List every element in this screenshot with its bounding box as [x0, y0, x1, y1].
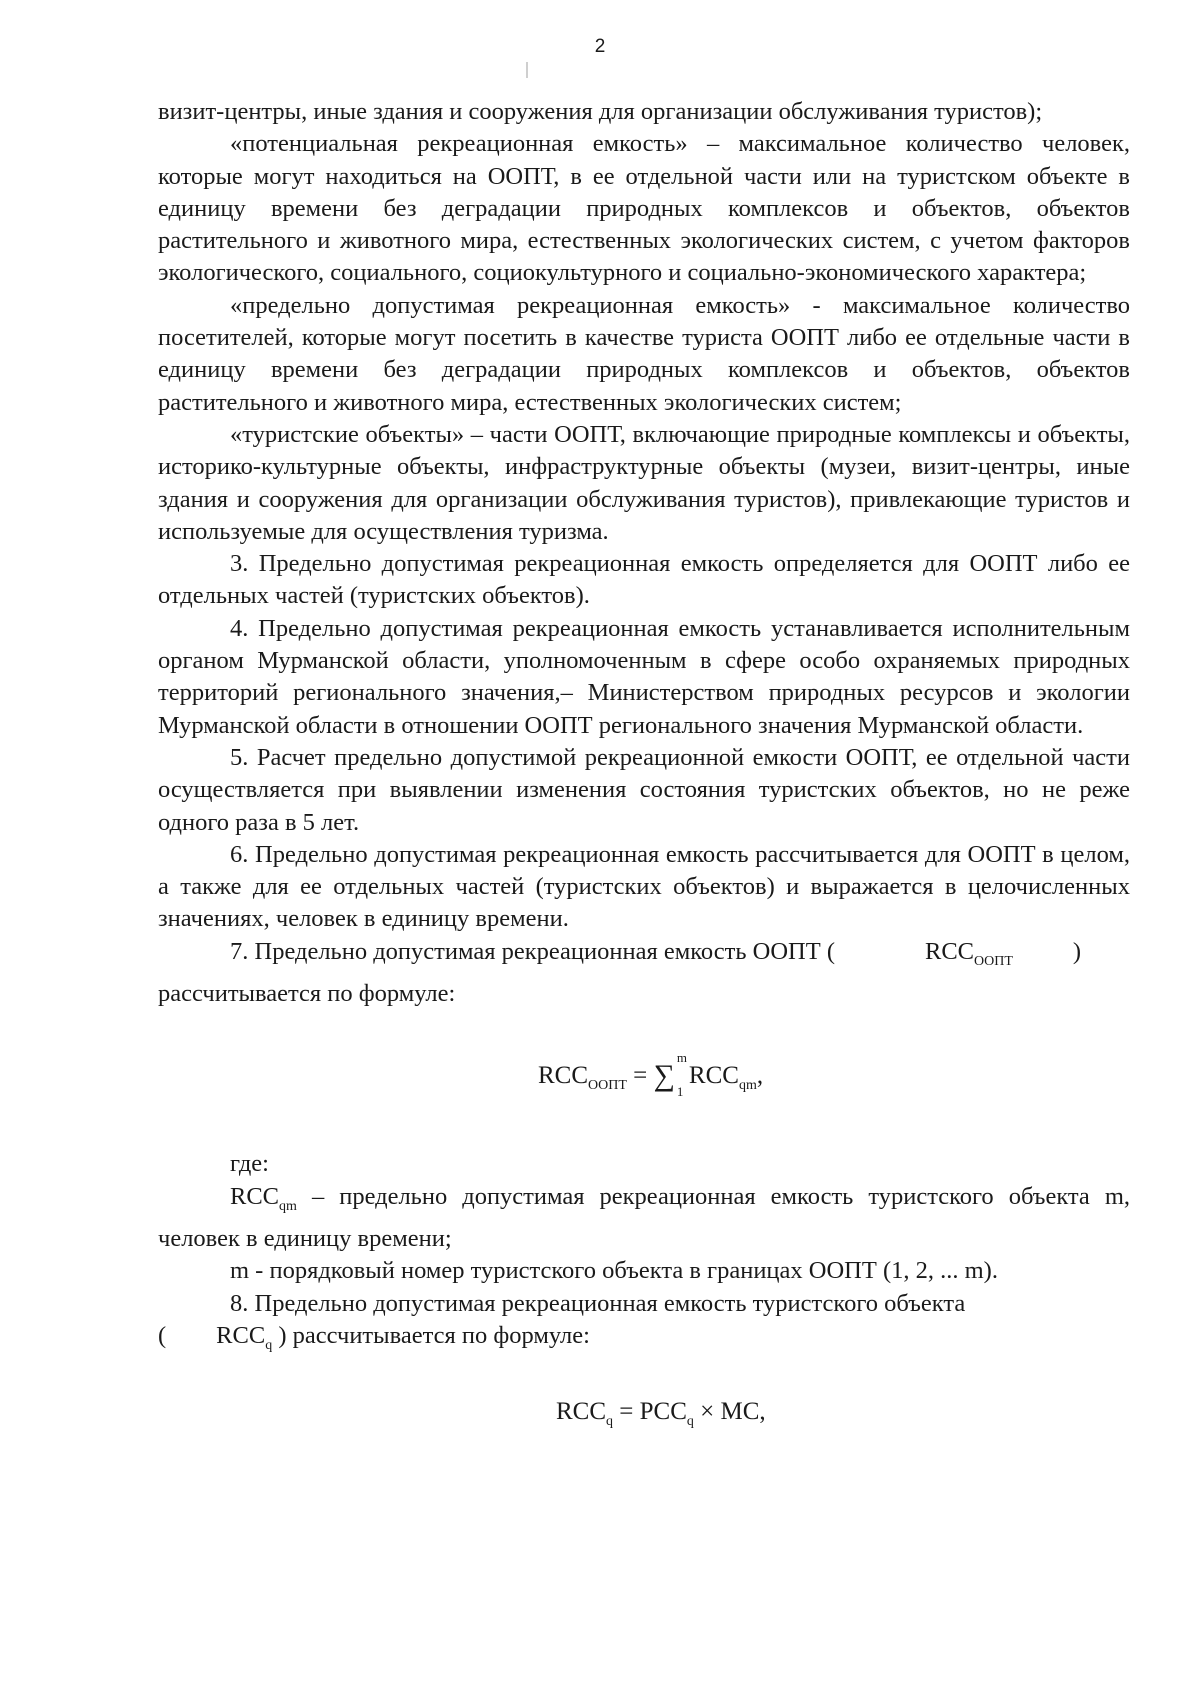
clause-6: 6. Предельно допустимая рекреационная емкость рассчитывается для ООПТ в целом, а также для ее отдельных частей (туристских объектов) и выражается в целочисленных значениях, человек в единицу времени. — [158, 840, 1130, 933]
paragraph-continuation: визит-центры, иные здания и сооружения для организации обслуживания туристов); — [158, 98, 1043, 125]
clause-7-close: ) — [1072, 937, 1082, 965]
clause-7-line2: рассчитывается по формуле: — [158, 980, 456, 1008]
definition-m: m - порядковый номер туристского объекта в границах ООПТ (1, 2, ... m). — [230, 1257, 998, 1285]
definition-tourist-objects: «туристские объекты» – части ООПТ, включающие природные комплексы и объекты, историко-культурные объекты, инфраструктурные объекты (музеи, визит-центры, иные здания и сооружения для организации обслуживания туристов), привлекающие туристов и используемые для осуществления туризма. — [158, 420, 1130, 545]
sum-limits: m 1 — [676, 1049, 688, 1099]
sum-symbol: ∑ — [653, 1059, 675, 1093]
clause-7-text: 7. Предельно допустимая рекреационная емкость ООПТ ( — [230, 937, 835, 965]
clause-8-line2: ( $RCC_q$ ) рассчитывается по формуле: — [158, 1321, 590, 1353]
where-label: где: — [230, 1150, 269, 1178]
definition-max-capacity: «предельно допустимая рекреационная емкость» - максимальное количество посетителей, которые могут посетить в качестве туриста ООПТ либо ее отдельные части в единицу времени без деградации природных комплексов и объектов, объектов растительного и животного мира, естественных экологических систем; — [158, 291, 1130, 416]
formula-rcc-oopt: $RCC_{ООПТ}$ = ∑ m 1 $RCC_{qm}$, — [538, 1049, 764, 1099]
clause-3: 3. Предельно допустимая рекреационная емкость определяется для ООПТ либо ее отдельных частей (туристских объектов). — [158, 550, 1130, 610]
formula-rcc-q: $RCC_q = PCC_q$ × MC, — [556, 1398, 766, 1430]
rcc-q-inline: $RCC_q$ — [216, 1321, 273, 1353]
clause-8: 8. Предельно допустимая рекреационная емкость туристского объекта — [230, 1289, 966, 1317]
clause-5: 5. Расчет предельно допустимой рекреационной емкости ООПТ, ее отдельной части осуществляется при выявлении изменения состояния туристских объектов, но не реже одного раза в 5 лет. — [158, 743, 1130, 836]
rcc-qm-symbol: $RCC_{qm}$ — [230, 1182, 297, 1214]
rcc-oopt-inline: $RCC_{ООПТ}$ — [925, 937, 1013, 969]
scan-mark — [526, 62, 528, 78]
document-body — [158, 96, 1130, 1442]
clause-7 — [158, 936, 1130, 978]
clause-4: 4. Предельно допустимая рекреационная емкость устанавливается исполнительным органом Мурманской области, уполномоченным в сфере особо охраняемых природных территорий регионального значения,– Министерством природных ресурсов и экологии Мурманской области в отношении ООПТ регионального значения Мурманской области. — [158, 614, 1130, 739]
page-number: 2 — [594, 36, 606, 57]
definition-potential-capacity: «потенциальная рекреационная емкость» – максимальное количество человек, которые могут находиться на ООПТ, в ее отдельной части или на туристском объекте в единицу времени без деградации природных комплексов и объектов, объектов растительного и животного мира, естественных экологических систем, с учетом факторов экологического, социального, социокультурного и социально-экономического характера; — [158, 130, 1130, 287]
definition-rcc-qm: $RCC_{qm}$ – предельно допустимая рекреационная емкость туристского объекта m, человек в единицу времени; — [158, 1182, 1130, 1252]
